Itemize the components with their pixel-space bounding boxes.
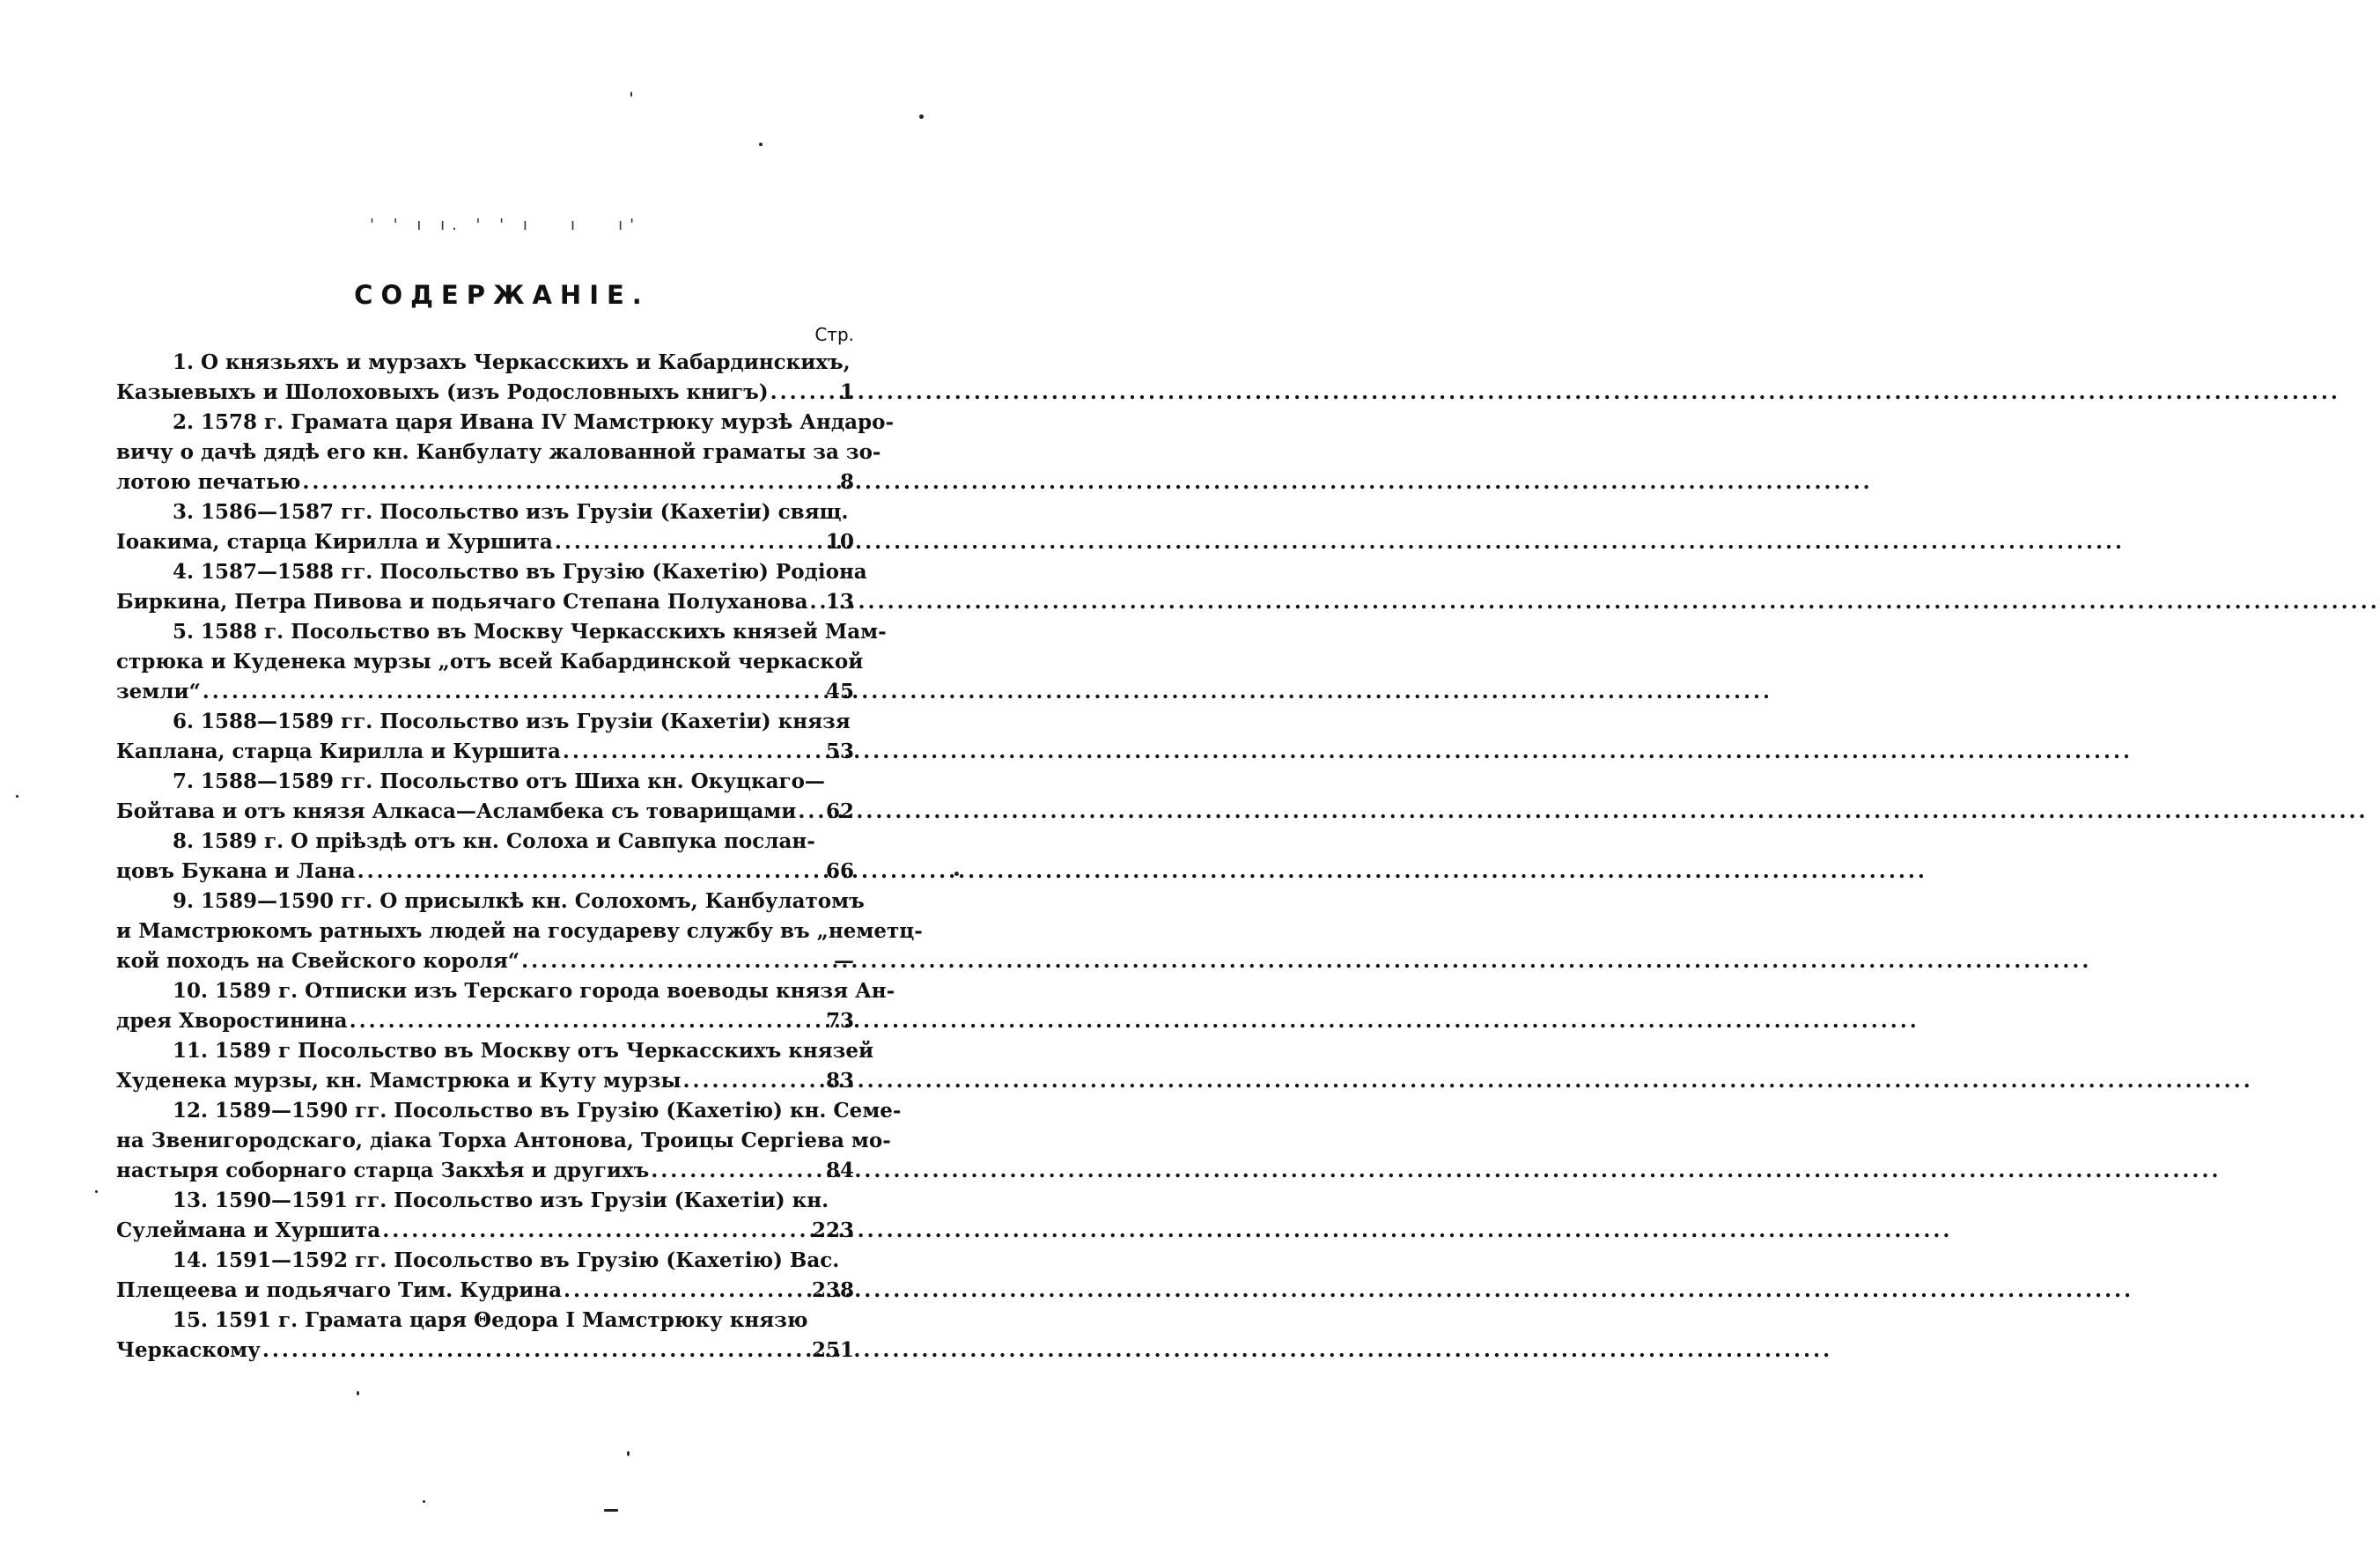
dot-leader	[555, 527, 2125, 557]
toc-entry-text: стрюка и Куденека мурзы „отъ всей Кабардинской черкаской	[116, 650, 864, 674]
dot-leader	[203, 677, 1772, 707]
toc-entry-text: Плещеева и подьячаго Тим. Кудрина	[116, 1278, 562, 1302]
toc-entry-text: 7. 1588—1589 гг. Посольство отъ Шиха кн. Окуцкаго—	[173, 769, 825, 793]
toc-entry-line	[116, 647, 864, 677]
page-title: СОДЕРЖАНІЕ.	[354, 280, 650, 310]
toc-entry-line	[116, 707, 851, 737]
toc-entry-text: на Звенигородскаго, діака Торха Антонова, Троицы Сергіева мо-	[116, 1129, 891, 1152]
toc-page-number: 66	[825, 859, 854, 883]
toc-entry	[116, 976, 895, 1036]
toc-entry	[116, 887, 923, 976]
toc-entry-line	[116, 527, 791, 557]
toc-entry-text: 1. О князьяхъ и мурзахъ Черкасскихъ и Кабардинскихъ,	[173, 350, 851, 374]
dot-leader	[262, 1336, 1832, 1366]
toc-entry-line	[116, 767, 825, 797]
dot-leader	[810, 587, 2380, 617]
toc-entry-text: 9. 1589—1590 гг. О присылкѣ кн. Солохомъ, Канбулатомъ	[173, 889, 865, 913]
toc-entry-line	[116, 1306, 808, 1336]
toc-entry-text: 12. 1589—1590 гг. Посольство въ Грузію (Кахетію) кн. Семе-	[173, 1099, 902, 1123]
scan-speck	[630, 92, 632, 97]
toc-entry-line	[116, 797, 797, 827]
dot-leader	[357, 857, 1927, 887]
toc-entry-line	[116, 348, 851, 378]
toc-entry-text: 14. 1591—1592 гг. Посольство въ Грузію (Кахетію) Вас.	[173, 1248, 840, 1272]
dot-leader	[350, 1006, 1919, 1036]
toc-entry-text: Сулеймана и Хуршита	[116, 1218, 381, 1242]
toc-entry-text: 5. 1588 г. Посольство въ Москву Черкасскихъ князей Мам-	[173, 620, 887, 644]
toc-page-number: 45	[825, 680, 854, 703]
toc-entry-line	[116, 1126, 891, 1156]
toc-entry-line	[116, 737, 791, 767]
toc-entry-text: дрея Хворостинина	[116, 1009, 348, 1033]
toc-entry	[116, 557, 867, 617]
toc-entry-text: 13. 1590—1591 гг. Посольство изъ Грузіи (Кахетіи) кн.	[173, 1189, 829, 1212]
scan-speck	[357, 1391, 359, 1395]
toc-entry-line	[116, 976, 895, 1006]
document-page	[0, 0, 1004, 1568]
dot-leader	[798, 797, 2368, 827]
toc-entry-text: кой походъ на Свейского короля“	[116, 949, 520, 973]
scan-speck	[954, 872, 959, 876]
toc-entry-line	[116, 1336, 791, 1366]
toc-entry-line	[116, 557, 867, 587]
toc-page-number: —	[834, 949, 854, 973]
toc-entry-text: и Мамстрюкомъ ратныхъ людей на государеву службу въ „неметц-	[116, 919, 923, 943]
toc-entry	[116, 408, 895, 497]
toc-entry-text: 4. 1587—1588 гг. Посольство въ Грузію (Кахетію) Родіона	[173, 560, 867, 584]
toc-entry-text: вичу о дачѣ дядѣ его кн. Канбулату жалованной граматы за зо-	[116, 440, 881, 464]
toc-entry-line	[116, 917, 923, 946]
toc-entry-line	[116, 378, 791, 408]
toc-entry-line	[116, 587, 808, 617]
toc-entry	[116, 707, 854, 767]
toc-entry-text: цовъ Букана и Лана	[116, 859, 356, 883]
toc-entry-text: Іоакима, старца Кирилла и Хуршита	[116, 530, 553, 554]
toc-entry-line	[116, 1186, 829, 1216]
toc-entry-line	[116, 438, 881, 467]
toc-entry	[116, 827, 854, 887]
toc-entry	[116, 1036, 874, 1096]
toc-entry-line	[116, 497, 849, 527]
header-marks: ' ' ı ı. ' ' ı ı ı'	[370, 216, 642, 234]
toc-page-number: 238	[811, 1278, 854, 1302]
scan-speck	[627, 1451, 630, 1456]
toc-entry-text: 11. 1589 г Посольство въ Москву отъ Черкасскихъ князей	[173, 1039, 874, 1063]
scan-speck	[423, 1500, 425, 1503]
toc-entry-text: Каплана, старца Кирилла и Куршита	[116, 740, 561, 763]
toc-entry-text: 6. 1588—1589 гг. Посольство изъ Грузіи (Кахетіи) князя	[173, 710, 851, 733]
dot-leader	[521, 946, 2091, 976]
toc-page-number: 8	[839, 470, 854, 494]
page-column-label: Стр.	[814, 324, 854, 345]
toc-page-number: 1	[839, 380, 854, 404]
toc-entry-text: 3. 1586—1587 гг. Посольство изъ Грузіи (Кахетіи) свящ.	[173, 500, 849, 524]
scan-speck	[919, 114, 924, 119]
dot-leader	[683, 1066, 2253, 1096]
toc-entry-line	[116, 827, 815, 857]
scan-speck	[95, 1190, 98, 1193]
toc-entry-line	[116, 946, 791, 976]
toc-entry-line	[116, 677, 791, 707]
scan-speck	[16, 795, 18, 798]
toc-entry-text: Биркина, Петра Пивова и подьячаго Степана Полуханова	[116, 590, 808, 614]
toc-entry-text: Черкаскому	[116, 1338, 261, 1362]
toc-entry-line	[116, 617, 887, 647]
scan-speck	[604, 1509, 618, 1512]
toc-page-number: 251	[811, 1338, 854, 1362]
toc-page-number: 84	[825, 1159, 854, 1182]
toc-entry-text: 15. 1591 г. Грамата царя Θедора I Мамстрюку князю	[173, 1308, 808, 1332]
toc-page-number: 83	[825, 1069, 854, 1093]
toc-entry	[116, 617, 887, 707]
toc-entry-text: Казыевыхъ и Шолоховыхъ (изъ Родословныхъ книгъ)	[116, 380, 769, 404]
scan-speck	[759, 143, 763, 146]
toc-entry	[116, 1186, 854, 1246]
toc-entry-line	[116, 1066, 791, 1096]
toc-entry-line	[116, 1036, 874, 1066]
dot-leader	[770, 378, 2340, 408]
toc-entry-line	[116, 1096, 902, 1126]
dot-leader	[382, 1216, 1952, 1246]
toc-entry-text: Худенека мурзы, кн. Мамстрюка и Куту мурзы	[116, 1069, 682, 1093]
toc-page-number: 62	[825, 799, 854, 823]
toc-entry-line	[116, 1156, 791, 1186]
toc-entry-line	[116, 467, 791, 497]
toc-page-number: 223	[811, 1218, 854, 1242]
toc-entry	[116, 767, 854, 827]
toc-entry-text: настыря соборнаго старца Закхѣя и другихъ	[116, 1159, 650, 1182]
toc-entry-text: земли“	[116, 680, 201, 703]
toc-page-number: 13	[825, 590, 854, 614]
toc-entry	[116, 1096, 902, 1186]
toc-entry-line	[116, 1006, 791, 1036]
toc-entry-text: 10. 1589 г. Отписки изъ Терскаго города воеводы князя Ан-	[173, 979, 895, 1003]
toc-entry-text: Бойтава и отъ князя Алкаса—Асламбека съ товарищами	[116, 799, 797, 823]
toc-entry	[116, 348, 854, 408]
dot-leader	[651, 1156, 2221, 1186]
toc-entry-line	[116, 1216, 791, 1246]
toc-entry-line	[116, 1276, 791, 1306]
toc-entry-text: 2. 1578 г. Грамата царя Ивана IV Мамстрюку мурзѣ Андаро-	[173, 410, 895, 434]
toc-entry-text: 8. 1589 г. О пріѣздѣ отъ кн. Солоха и Савпука послан-	[173, 829, 815, 853]
toc-entry-line	[116, 857, 791, 887]
toc-page-number: 10	[825, 530, 854, 554]
toc-page-number: 53	[825, 740, 854, 763]
toc-entry	[116, 1306, 854, 1366]
dot-leader	[302, 467, 1872, 497]
toc-entry-line	[116, 408, 895, 438]
toc-entry	[116, 497, 854, 557]
toc-entry-line	[116, 1246, 840, 1276]
toc-entry	[116, 1246, 854, 1306]
toc-entry-text: лотою печатью	[116, 470, 301, 494]
toc-page-number: 73	[825, 1009, 854, 1033]
toc-entry-line	[116, 887, 865, 917]
table-of-contents	[116, 348, 923, 1366]
